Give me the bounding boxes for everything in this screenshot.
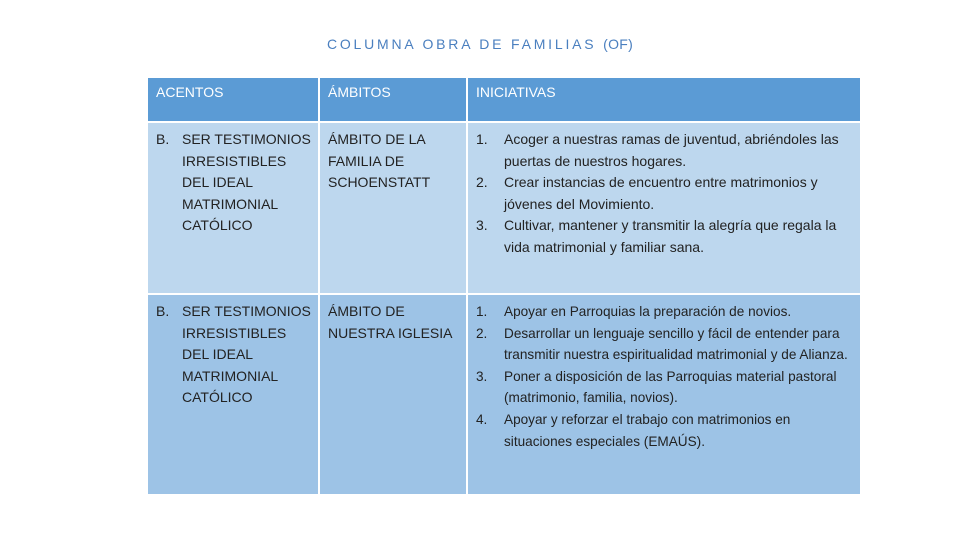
ambito-cell: ÁMBITO DE LA FAMILIA DE SCHOENSTATT (319, 122, 467, 294)
ambito-cell: ÁMBITO DE NUESTRA IGLESIA (319, 294, 467, 494)
item-text: Desarrollar un lenguaje sencillo y fácil de entender para transmitir nuestra espiritualidad matrimonial y de Alianza. (504, 325, 848, 363)
title-suffix: (OF) (603, 36, 634, 52)
table-row (148, 122, 860, 294)
acento-cell (148, 122, 319, 294)
list-item (476, 172, 854, 215)
item-number: 2. (476, 325, 488, 341)
list-item (476, 129, 854, 172)
iniciativas-cell (467, 294, 860, 494)
item-number: 1. (476, 131, 488, 147)
item-text: Cultivar, mantener y transmitir la alegría que regala la vida matrimonial y familiar sana. (504, 217, 837, 255)
acento-cell (148, 294, 319, 494)
page-title (0, 36, 960, 52)
list-item (476, 323, 854, 366)
header-iniciativas: INICIATIVAS (467, 78, 860, 122)
table-header-row (148, 78, 860, 122)
iniciativas-list (476, 129, 854, 259)
acento-text: SER TESTIMONIOS IRRESISTIBLES DEL IDEAL MATRIMONIAL CATÓLICO (182, 131, 311, 234)
list-item (476, 409, 854, 452)
list-item (476, 301, 854, 323)
iniciativas-cell (467, 122, 860, 294)
item-text: Apoyar y reforzar el trabajo con matrimonios en situaciones especiales (EMAÚS). (504, 411, 791, 449)
item-number: 3. (476, 368, 488, 384)
iniciativas-list (476, 301, 854, 452)
families-table (148, 78, 860, 494)
header-acentos: ACENTOS (148, 78, 319, 122)
acento-marker: B. (156, 131, 170, 147)
item-number: 3. (476, 217, 488, 234)
table-row (148, 294, 860, 494)
item-text: Apoyar en Parroquias la preparación de novios. (504, 304, 792, 319)
item-number: 4. (476, 411, 488, 427)
list-item (476, 366, 854, 409)
item-number: 2. (476, 174, 488, 191)
item-text: Acoger a nuestras ramas de juventud, abriéndoles las puertas de nuestros hogares. (504, 131, 839, 169)
item-text: Crear instancias de encuentro entre matrimonios y jóvenes del Movimiento. (504, 174, 818, 212)
acento-text: SER TESTIMONIOS IRRESISTIBLES DEL IDEAL MATRIMONIAL CATÓLICO (182, 303, 311, 406)
header-ambitos: ÁMBITOS (319, 78, 467, 122)
acento-marker: B. (156, 303, 170, 319)
item-text: Poner a disposición de las Parroquias material pastoral (matrimonio, familia, novios). (504, 368, 837, 406)
title-main: COLUMNA OBRA DE FAMILIAS (326, 36, 597, 52)
item-number: 1. (476, 304, 488, 319)
list-item (476, 215, 854, 258)
